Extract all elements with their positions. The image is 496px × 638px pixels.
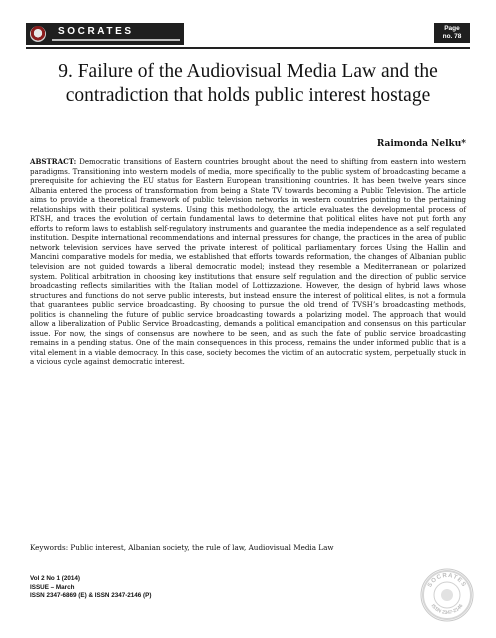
header-rule bbox=[26, 47, 470, 49]
logo-underline bbox=[52, 39, 180, 41]
journal-header bbox=[26, 23, 470, 49]
abstract-text: Democratic transitions of Eastern countries brought about the need to shifting from eastern into western paradigms. Transitioning into western models of media, more specifically to the public system of broadcasting became a prerequisite for achieving the EU status for Eastern European transitioning countries. It has been twelve years since Albania entered the process of transformation from being a State TV towards becoming a Public Television. The article aims to provide a theoretical framework of public television networks in western countries pointing to the pertaining relationships with their political systems. Using this methodology, the article evaluates the developmental process of RTSH, and traces the evolution of certain fundamental laws to determine that political elites have not put forth any efforts to reform laws to establish self-regulatory instruments and guarantee the media independence as a self regulated institution. Despite international recommendations and internal pressures for change, the practices in the area of public network television services have served the private interest of political parliamentary forces Using the Hallin and Mancini comparative models for media, we established that efforts towards reformation, the changes of Albanian public television are not guided towards a liberal democratic model; instead they resemble a Mediterranean or polarized system. Political arbitration in choosing key institutions that ensure self regulation and the direction of public service broadcasting reflects similarities with the Italian model of Lottizzazione. However, the design of hybrid laws whose structures and functions do not serve public interests, but instead ensure the interest of political elites, is not a formula that guarantees public service broadcasting. By choosing to pursue the old trend of TVSH’s broadcasting methods, politics is channeling the future of public service broadcasting towards a polarizing model. The approach that would allow a liberalization of Public Service Broadcasting, demands a political emancipation and consensus on this particular issue. For now, the sings of consensus are nowhere to be seen, and as such the fate of public service broadcasting remains in a pending status. One of the main consequences in this process, remains the under informed public that is a vital element in a viable democracy. In this case, society becomes the victim of an autocratic system, perpetually stuck in a vicious cycle against democratic interest. bbox=[30, 157, 466, 367]
issn-info: ISSN 2347-6869 (E) & ISSN 2347-2146 (P) bbox=[30, 592, 152, 600]
volume-info: Vol 2 No 1 (2014) bbox=[30, 575, 80, 582]
issue-info: ISSUE – March bbox=[30, 583, 75, 591]
seal-bottom-text: ISSN 2347-2146 bbox=[429, 603, 465, 617]
seal-top-text: SOCRATES bbox=[427, 572, 467, 589]
page-number: no. 78 bbox=[442, 33, 462, 40]
journal-footer bbox=[30, 575, 151, 601]
abstract-label: ABSTRACT: bbox=[30, 157, 77, 166]
article-title: 9. Failure of the Audiovisual Media Law and the contradiction that holds public interest hostage bbox=[58, 61, 438, 106]
journal-seal-icon bbox=[420, 568, 474, 622]
page-label: Page bbox=[444, 25, 460, 32]
page-badge bbox=[434, 23, 470, 43]
author-name: Raimonda Nelku* bbox=[376, 139, 466, 149]
logo-text: SOCRATES bbox=[58, 26, 134, 37]
journal-logo bbox=[26, 23, 184, 45]
emblem-icon bbox=[30, 26, 46, 42]
abstract-paragraph bbox=[30, 157, 466, 367]
keywords-line: Keywords: Public interest, Albanian society, the rule of law, Audiovisual Media Law bbox=[30, 543, 334, 552]
